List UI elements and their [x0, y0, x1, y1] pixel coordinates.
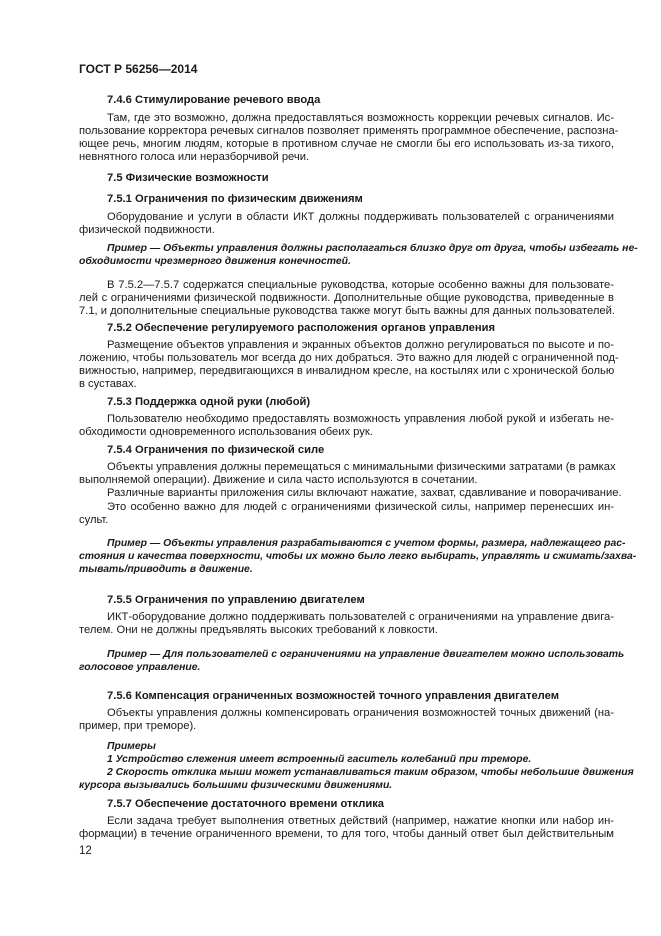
example-line: 2 Скорость отклика мыши может устанавливаться таким образом, чтобы небольшие движения	[107, 767, 634, 778]
paragraph-line: пример, при треморе).	[79, 720, 197, 732]
document-header: ГОСТ Р 56256—2014	[79, 62, 198, 76]
section-heading-7-5-5: 7.5.5 Ограничения по управлению двигателем	[107, 594, 365, 606]
section-heading-7-5-4: 7.5.4 Ограничения по физической силе	[107, 444, 325, 456]
paragraph-line: обходимости одновременного использования обеих рук.	[79, 426, 373, 438]
section-heading-7-5-7: 7.5.7 Обеспечение достаточного времени отклика	[107, 798, 385, 810]
example-line: тывать/приводить в движение.	[79, 564, 253, 575]
paragraph-line: формации) в течение ограниченного времени, то для того, чтобы данный ответ был действительным	[79, 828, 614, 840]
paragraph-line: пользование корректора речевых сигналов позволяет применять программное обеспечение, распозна-	[79, 125, 619, 137]
examples-label: Примеры	[107, 741, 156, 752]
paragraph-line: ИКТ-оборудование должно поддерживать пользователей с ограничениями на управление двига-	[107, 611, 614, 623]
paragraph-line: Там, где это возможно, должна предоставляться возможность коррекции речевых сигналов. Ис-	[107, 112, 614, 124]
paragraph-line: физической подвижности.	[79, 224, 215, 236]
paragraph-line: сульт.	[79, 514, 109, 526]
paragraph-line: Различные варианты приложения силы включают нажатие, захват, сдавливание и поворачивание.	[107, 487, 622, 499]
paragraph-line: телем. Они не должны предъявлять высоких требований к ловкости.	[79, 624, 438, 636]
section-heading-7-5-1: 7.5.1 Ограничения по физическим движениям	[107, 193, 363, 205]
example-line: стояния и качества поверхности, чтобы их можно было легко выбирать, управлять и сжимать/захва-	[79, 551, 637, 562]
paragraph-line: ложению, чтобы пользователь мог всегда до них добраться. Это важно для людей с ограниченной под-	[79, 352, 619, 364]
paragraph-line: невнятного голоса или неразборчивой речи.	[79, 151, 310, 163]
page-number: 12	[79, 845, 92, 857]
paragraph-line: лей с ограничениями физической подвижности. Дополнительные общие руководства, приведенные в	[79, 292, 614, 304]
example-line: Пример — Объекты управления разрабатываются с учетом формы, размера, надлежащего рас-	[107, 538, 626, 549]
section-heading-7-4-6: 7.4.6 Стимулирование речевого ввода	[107, 94, 321, 106]
section-heading-7-5: 7.5 Физические возможности	[107, 172, 269, 184]
paragraph-line: Если задача требует выполнения ответных действий (например, нажатие кнопки или набор ин-	[107, 815, 614, 827]
section-heading-7-5-6: 7.5.6 Компенсация ограниченных возможностей точного управления двигателем	[107, 690, 559, 702]
paragraph-line: выполняемой операции). Движение и сила часто используются в сочетании.	[79, 474, 478, 486]
paragraph-line: Это особенно важно для людей с ограничениями физической силы, например перенесших ин-	[107, 501, 614, 513]
section-heading-7-5-3: 7.5.3 Поддержка одной руки (любой)	[107, 396, 311, 408]
paragraph-line: Объекты управления должны перемещаться с минимальными физическими затратами (в рамках	[107, 461, 616, 473]
example-line: голосовое управление.	[79, 662, 201, 673]
paragraph-line: Оборудование и услуги в области ИКТ должны поддерживать пользователей с ограничениями	[107, 211, 614, 223]
paragraph-line: 7.1, и дополнительные специальные руководства также могут быть важны для данных пользователей.	[79, 305, 615, 317]
example-line: курсора вызывались большими физическими движениями.	[79, 780, 393, 791]
paragraph-line: В 7.5.2—7.5.7 содержатся специальные руководства, которые особенно важны для пользовате-	[107, 279, 614, 291]
section-heading-7-5-2: 7.5.2 Обеспечение регулируемого расположения органов управления	[107, 322, 496, 334]
paragraph-line: в суставах.	[79, 378, 137, 390]
paragraph-line: Объекты управления должны компенсировать ограничения возможностей точных движений (на-	[107, 707, 614, 719]
example-line: обходимости чрезмерного движения конечностей.	[79, 256, 351, 267]
paragraph-line: Пользователю необходимо предоставлять возможность управления любой рукой и избегать не-	[107, 413, 614, 425]
example-line: 1 Устройство слежения имеет встроенный гаситель колебаний при треморе.	[107, 754, 532, 765]
example-line: Пример — Объекты управления должны располагаться близко друг от друга, чтобы избегать не-	[107, 243, 638, 254]
paragraph-line: Размещение объектов управления и экранных объектов должно регулироваться по высоте и по-	[107, 339, 614, 351]
paragraph-line: вижностью, например, передвигающихся в инвалидном кресле, на костылях или с хронической болью	[79, 365, 615, 377]
paragraph-line: ющее речь, многим людям, которые в противном случае не смогли бы его использовать из-за тихого,	[79, 138, 614, 150]
example-line: Пример — Для пользователей с ограничениями на управление двигателем можно использовать	[107, 649, 625, 660]
